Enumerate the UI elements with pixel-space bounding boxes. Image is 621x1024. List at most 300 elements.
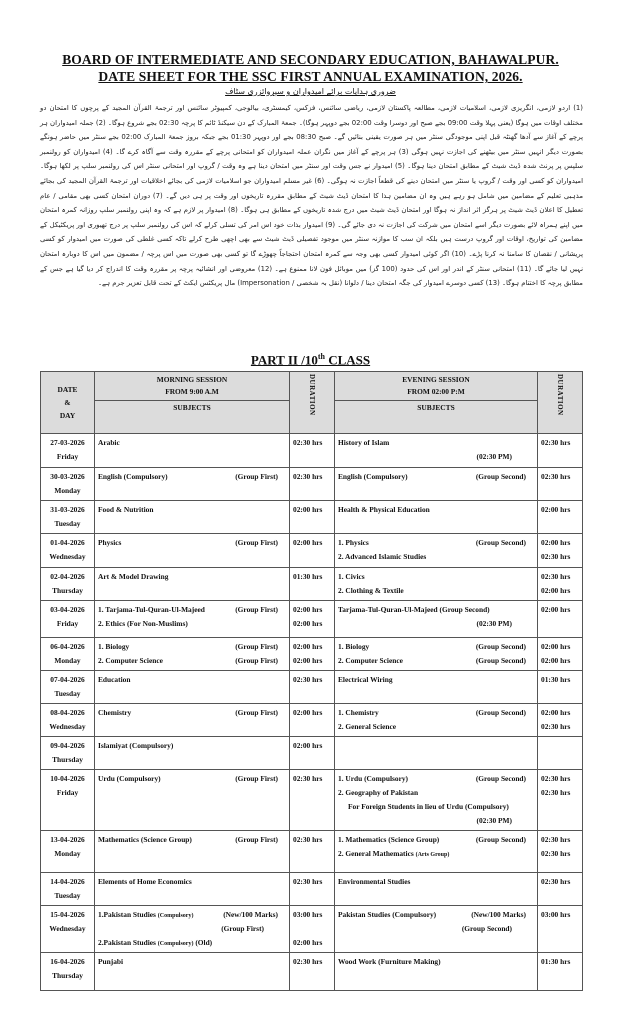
subject-name — [98, 875, 192, 889]
morning-session-label: MORNING SESSION — [156, 375, 228, 384]
morning-duration-cell — [290, 770, 335, 831]
subject-group: (Group First) — [235, 774, 278, 783]
subject-text: 2.Pakistan Studies — [98, 938, 156, 947]
subject-group: (Group Second) — [475, 656, 526, 665]
evening-subjects-cell — [335, 831, 538, 873]
duration-value — [293, 922, 331, 936]
exam-date: 07-04-2026 — [50, 675, 85, 684]
col-evening-duration — [538, 372, 583, 434]
date-sheet-table — [40, 371, 583, 991]
subject-line — [98, 654, 286, 668]
subject-name — [98, 640, 129, 654]
subject-group: (Group Second) — [475, 472, 526, 481]
evening-subjects-cell — [335, 568, 538, 601]
exam-date: 27-03-2026 — [50, 438, 85, 447]
subject-line — [338, 875, 534, 889]
date-cell — [41, 501, 95, 534]
duration-value: 02:00 hrs — [293, 538, 323, 547]
subject-text: 2. Computer Science — [98, 656, 163, 665]
part-title-text: PART II /10 — [250, 352, 318, 368]
subject-line — [338, 570, 534, 584]
subject-qualifier: (Compulsory) — [157, 913, 194, 919]
morning-subjects-cell — [95, 638, 290, 671]
duration-value: 02:00 hrs — [293, 619, 323, 628]
subject-text: Electrical Wiring — [338, 675, 393, 684]
subject-text: 1. Biology — [338, 642, 370, 651]
subject-name — [98, 603, 205, 617]
session-note: (Group Second) — [461, 924, 512, 933]
evening-duration-cell — [538, 434, 583, 468]
table-row — [41, 873, 583, 906]
subject-text: 2. Ethics (For Non-Muslims) — [98, 619, 188, 628]
subject-text: English (Compulsory) — [338, 472, 408, 481]
exam-date: 06-04-2026 — [50, 642, 85, 651]
morning-duration-cell — [290, 671, 335, 704]
subject-name — [338, 536, 369, 550]
subject-qualifier: (Arts Group) — [415, 852, 450, 858]
subject-line — [338, 786, 534, 800]
morning-duration-cell — [290, 501, 335, 534]
exam-day: Thursday — [52, 971, 83, 980]
subject-line — [338, 847, 534, 861]
evening-subjects-cell — [335, 601, 538, 638]
part-title — [0, 352, 621, 368]
subject-text: History of Islam — [338, 438, 390, 447]
evening-duration-cell — [538, 501, 583, 534]
subject-name — [338, 603, 490, 617]
subject-line — [338, 908, 534, 922]
duration-value: 01:30 hrs — [541, 675, 571, 684]
table-row — [41, 704, 583, 737]
subject-text: 1.Pakistan Studies — [98, 910, 156, 919]
subject-text: 2. Geography of Pakistan — [338, 788, 419, 797]
morning-subjects-cell — [95, 704, 290, 737]
morning-session-time: FROM 9:00 A.M — [165, 387, 219, 396]
subject-line — [98, 908, 286, 922]
subject-text: Mathematics (Science Group) — [98, 835, 192, 844]
subject-name — [338, 584, 404, 598]
table-row — [41, 601, 583, 638]
table-row — [41, 534, 583, 568]
subject-line — [98, 936, 286, 950]
subject-name — [98, 908, 193, 922]
exam-day: Friday — [56, 788, 79, 797]
subject-name — [98, 654, 163, 668]
table-row — [41, 501, 583, 534]
exam-day: Thursday — [52, 755, 83, 764]
table-row — [41, 568, 583, 601]
subject-group: (Old) — [195, 938, 213, 947]
subject-name — [98, 536, 121, 550]
subject-line — [98, 706, 286, 720]
duration-value: 02:00 hrs — [293, 656, 323, 665]
duration-value: 03:00 hrs — [541, 910, 571, 919]
morning-subjects-cell — [95, 953, 290, 991]
evening-duration-cell — [538, 568, 583, 601]
duration-value: 02:30 hrs — [541, 849, 571, 858]
subject-line — [98, 833, 286, 847]
subject-group: (Group First) — [235, 708, 278, 717]
exam-day: Tuesday — [54, 519, 81, 528]
col-date-label: DATE — [57, 385, 78, 394]
date-cell — [41, 737, 95, 770]
subject-name — [338, 436, 389, 450]
subject-text: Elements of Home Economics — [98, 877, 192, 886]
duration-value: 02:00 hrs — [293, 741, 323, 750]
evening-subjects-cell — [335, 501, 538, 534]
subject-line — [98, 772, 286, 786]
part-title-sup: th — [317, 352, 325, 361]
exam-day: Monday — [54, 486, 81, 495]
morning-subjects-cell — [95, 434, 290, 468]
duration-value: 02:00 hrs — [541, 538, 571, 547]
instructions-text: (1) اردو لازمی، انگریزی لازمی، اسلامیات لازمی، مطالعہ پاکستان لازمی، ریاضی سائنس، فزکس، کیمسٹری، بیالوجی، کمپیوٹر سائنس اور ترجمۃ القرآن المجید کے پرچوں کا امتحان دو مختلف اوقات میں ہوگا (یعنی پہلا وقت 09:00 بجے صبح اور دوسرا وقت 02:00 بجے دوپہر ہوگا)۔ جمعۃ المبارک کے دن سیکنڈ ٹائم کا پرچہ 02:30 بجے شروع ہوگا۔ (2) جملہ امیدواران ہر پرچے کے آغاز سے آدھا گھنٹہ قبل اپنی موجودگی سنٹر میں ہر صورت یقینی بنائیں گے۔ صبح 08:30 بجے اور دوپہر 01:30 بجے جبکہ بروز جمعۃ المبارک 02:00 بجے سنٹر میں حاضر ہونگے بصورت دیگر انہیں سنٹر میں بیٹھنے کی اجازت نہیں ہوگی (3) ہر پرچے کے آغاز میں نگران عملہ امیدواران کو امتحانی پرچے کے مقررہ وقت سے آگاہ کرے گا۔ (4) امیدواران کو رولنمبر سلپس پر پرنٹ شدہ ڈیٹ شیٹ کے مطابق امتحان دینا ہوگا۔ (5) امیدوار نے جس وقت اور سنٹر میں امتحان دینا ہے وہ وقت / گروپ اور امتحانی سنٹر اس کی رولنمبر سلپ پر لکھا ہوگا۔ امیدواران کو کسی اور وقت / گروپ یا سنٹر میں امتحان دینے کی قطعاً اجازت نہ ہوگی۔ (6) غیر مسلم امیدواران جو اسلامیات لازمی کی بجائے اخلاقیات اور ترجمۃ القرآن المجید کی بجائے مذہبی تعلیم کے مضامین میں شامل ہو رہے ہیں وہ ان مضامین ہذا کا امتحان ڈیٹ شیٹ کے مطابق مقررہ تاریخوں اور وقت پر ہی دیں گے۔ (7) دوران امتحان کسی بھی مقامی / عام تعطیل کا اعلان ڈیٹ شیٹ پر ہرگز اثر انداز نہ ہوگا اور امتحان ڈیٹ شیٹ میں درج شدہ تاریخوں کے مطابق ہی ہوگا۔ (8) امیدوار پر لازم ہے کہ وہ اپنی رولنمبر سلپ روزانہ کمرہ امتحان میں اپنے ہمراہ لائے بصورت دیگر اسے امتحان میں شرکت کی اجازت نہ دی جائے گی۔ (9) امیدوار بذات خود اس امر کی تسلی کرلے کہ اس کی رولنمبر سلپ پر درج تھیوری اور پریکٹیکل کے مضامین کی تواریخ، اوقات اور گروپ درست ہیں بلکہ ان سب کا موازنہ سنٹر میں موجود تفصیلی ڈیٹ شیٹ سے بھی اچھی طرح کرلے تاکہ کسی غلطی کی صورت میں امیدوار کو کسی پریشانی / نقصان کا سامنا نہ کرنا پڑے۔ (10) اگر کوئی امیدوار کسی بھی وجہ سے کمرہ امتحان احتجاجاً چھوڑے گا تو کسی بھی صورت میں اس پرچہ / مضمون میں اس کا دوبارہ امتحان نہیں لیا جائے گا۔ (11) امتحانی سنٹر کے اندر اور اس کی حدود (100 گز) میں موبائل فون لانا ممنوع ہے۔ (12) معروضی اور انشائیہ پرچہ پر مقررہ وقت کا اندراج کر دیا گیا ہے جس کے مطابق پرچہ کا اختتام ہوگا۔ (13) کسی دوسرے امیدوار کی جگہ امتحان دینا / دلوانا (نقل بہ شخصی / Impersonation) مال پریکٹس ایکٹ کے تحت قابل تعزیر جرم ہے۔ — [40, 104, 584, 288]
session-note: (02:30 PM) — [476, 619, 512, 628]
date-cell — [41, 906, 95, 953]
subject-line — [98, 875, 286, 889]
subject-name — [338, 640, 369, 654]
subject-line — [98, 739, 286, 753]
subject-name — [338, 470, 408, 484]
exam-date: 31-03-2026 — [50, 505, 85, 514]
morning-duration-cell — [290, 704, 335, 737]
date-cell — [41, 568, 95, 601]
subject-text: 1. Chemistry — [338, 708, 379, 717]
morning-subjects-cell — [95, 737, 290, 770]
subject-note: For Foreign Students in lieu of Urdu (Compulsory) — [348, 802, 509, 811]
subject-text: 1. Biology — [98, 642, 130, 651]
evening-subjects-cell — [335, 906, 538, 953]
duration-value: 02:30 hrs — [293, 472, 323, 481]
morning-subjects-cell — [95, 534, 290, 568]
morning-subjects-cell — [95, 906, 290, 953]
subject-text: 2. General Science — [338, 722, 397, 731]
evening-duration-cell — [538, 906, 583, 953]
evening-subjects-cell — [335, 873, 538, 906]
date-sheet-subtitle: DATE SHEET FOR THE SSC FIRST ANNUAL EXAMINATION, 2026. — [98, 69, 523, 84]
duration-value: 02:30 hrs — [541, 552, 571, 561]
exam-day: Tuesday — [54, 891, 81, 900]
morning-duration-cell — [290, 601, 335, 638]
subject-name — [98, 706, 131, 720]
duration-value: 02:30 hrs — [541, 438, 571, 447]
subject-text: Tarjama-Tul-Quran-Ul-Majeed (Group Second) — [338, 605, 490, 614]
subject-text: 2. Advanced Islamic Studies — [338, 552, 427, 561]
morning-duration-cell — [290, 568, 335, 601]
duration-label: DURATION — [308, 374, 316, 416]
subject-text: Physics — [98, 538, 122, 547]
subject-line — [98, 436, 286, 450]
subject-group: (Group Second) — [475, 835, 526, 844]
subject-name — [98, 470, 168, 484]
subject-name — [338, 570, 365, 584]
duration-value: 02:00 hrs — [541, 605, 571, 614]
subject-line — [98, 617, 286, 631]
subject-name — [338, 875, 410, 889]
morning-subjects-cell — [95, 568, 290, 601]
subject-line — [338, 720, 534, 734]
subject-line — [338, 833, 534, 847]
subject-name — [98, 739, 173, 753]
duration-value: 02:30 hrs — [293, 438, 323, 447]
duration-value: 02:30 hrs — [541, 877, 571, 886]
exam-day: Friday — [56, 452, 79, 461]
subject-name — [338, 833, 439, 847]
table-row — [41, 638, 583, 671]
duration-value: 02:00 hrs — [293, 605, 323, 614]
date-cell — [41, 534, 95, 568]
evening-duration-cell — [538, 831, 583, 873]
duration-value: 02:00 hrs — [293, 642, 323, 651]
subject-name — [98, 436, 120, 450]
subject-line — [98, 673, 286, 687]
duration-label: DURATION — [556, 374, 564, 416]
morning-subjects-cell — [95, 501, 290, 534]
subject-line — [98, 503, 286, 517]
col-evening-session — [335, 372, 538, 401]
evening-duration-cell — [538, 671, 583, 704]
table-row — [41, 468, 583, 501]
morning-subjects-cell — [95, 601, 290, 638]
subject-group: (Group Second) — [475, 708, 526, 717]
duration-value: 02:30 hrs — [541, 835, 571, 844]
evening-duration-cell — [538, 770, 583, 831]
morning-duration-cell — [290, 906, 335, 953]
subject-group: (Group Second) — [475, 774, 526, 783]
subject-group: (Group First) — [235, 538, 278, 547]
subject-name — [338, 706, 379, 720]
evening-duration-cell — [538, 704, 583, 737]
evening-subjects-cell — [335, 468, 538, 501]
instructions-heading: ضروری ہدایات برائے امیدواران و سپروائزری سٹاف — [225, 87, 396, 96]
duration-value: 02:30 hrs — [541, 472, 571, 481]
evening-subjects-cell — [335, 638, 538, 671]
subject-line — [98, 536, 286, 550]
duration-value: 02:30 hrs — [293, 835, 323, 844]
subject-name — [98, 833, 192, 847]
subject-name — [338, 786, 418, 800]
duration-value: 03:00 hrs — [293, 910, 323, 919]
exam-date: 03-04-2026 — [50, 605, 85, 614]
subject-line — [338, 584, 534, 598]
evening-duration-cell — [538, 737, 583, 770]
subject-text: Art & Model Drawing — [98, 572, 169, 581]
subject-line — [98, 570, 286, 584]
subject-line — [98, 603, 286, 617]
subject-group: (Group Second) — [475, 538, 526, 547]
date-cell — [41, 601, 95, 638]
duration-value: 02:00 hrs — [541, 642, 571, 651]
col-day-label: DAY — [59, 411, 76, 420]
table-row — [41, 953, 583, 991]
col-morning-session — [95, 372, 290, 401]
table-row — [41, 906, 583, 953]
subject-line — [338, 536, 534, 550]
evening-duration-cell — [538, 468, 583, 501]
evening-subjects-cell — [335, 953, 538, 991]
table-row — [41, 737, 583, 770]
subject-group: (Group First) — [235, 642, 278, 651]
evening-duration-cell — [538, 534, 583, 568]
subject-name — [338, 550, 426, 564]
morning-duration-cell — [290, 737, 335, 770]
session-note: (02:30 PM) — [476, 816, 512, 825]
evening-duration-cell — [538, 601, 583, 638]
subject-name — [338, 908, 436, 922]
exam-day: Wednesday — [49, 924, 86, 933]
morning-duration-cell — [290, 434, 335, 468]
subject-name — [98, 617, 188, 631]
exam-date: 16-04-2026 — [50, 957, 85, 966]
date-cell — [41, 873, 95, 906]
subject-text: 2. Computer Science — [338, 656, 403, 665]
board-title: BOARD OF INTERMEDIATE AND SECONDARY EDUCATION, BAHAWALPUR. — [62, 52, 559, 67]
col-date-day — [41, 372, 95, 434]
duration-value: 02:30 hrs — [293, 774, 323, 783]
subject-name — [338, 673, 393, 687]
subject-line — [338, 706, 534, 720]
subject-text: Education — [98, 675, 131, 684]
exam-date: 09-04-2026 — [50, 741, 85, 750]
evening-subjects-cell — [335, 704, 538, 737]
exam-date: 02-04-2026 — [50, 572, 85, 581]
subject-text: Health & Physical Education — [338, 505, 430, 514]
evening-subjects-cell — [335, 534, 538, 568]
subject-text: Environmental Studies — [338, 877, 411, 886]
duration-value: 02:00 hrs — [541, 505, 571, 514]
subject-text: 1. Tarjama-Tul-Quran-Ul-Majeed — [98, 605, 205, 614]
duration-value: 02:00 hrs — [541, 656, 571, 665]
duration-value: 02:30 hrs — [541, 722, 571, 731]
subject-group: (New/100 Marks) — [223, 910, 278, 919]
subject-text: Pakistan Studies (Compulsory) — [338, 910, 437, 919]
subject-text: Arabic — [98, 438, 120, 447]
subject-name — [98, 503, 153, 517]
session-note: (Group First) — [221, 924, 264, 933]
table-row — [41, 434, 583, 468]
subject-line — [338, 550, 534, 564]
subject-qualifier: (Compulsory) — [157, 941, 194, 947]
morning-subjects-cell — [95, 831, 290, 873]
exam-day: Friday — [56, 619, 79, 628]
subject-line — [338, 673, 534, 687]
subject-text: 1. Urdu (Compulsory) — [338, 774, 409, 783]
morning-duration-cell — [290, 953, 335, 991]
subject-group: (Group Second) — [475, 642, 526, 651]
subject-group: (Group First) — [235, 835, 278, 844]
subject-group: (Group First) — [235, 472, 278, 481]
exam-date: 30-03-2026 — [50, 472, 85, 481]
duration-value: 02:00 hrs — [293, 505, 323, 514]
duration-value: 02:30 hrs — [541, 774, 571, 783]
subject-text: 2. Clothing & Textile — [338, 586, 404, 595]
subject-name — [338, 847, 449, 861]
duration-value: 02:00 hrs — [541, 586, 571, 595]
morning-duration-cell — [290, 534, 335, 568]
exam-day: Thursday — [52, 586, 83, 595]
duration-value: 02:30 hrs — [541, 788, 571, 797]
evening-session-label: EVENING SESSION — [402, 375, 470, 384]
morning-duration-cell — [290, 638, 335, 671]
morning-duration-cell — [290, 873, 335, 906]
subject-group: (New/100 Marks) — [471, 910, 526, 919]
subject-line — [98, 955, 286, 969]
session-note: (02:30 PM) — [476, 452, 512, 461]
morning-subjects-cell — [95, 873, 290, 906]
subject-name — [98, 673, 130, 687]
subject-line — [338, 654, 534, 668]
subject-name — [98, 570, 168, 584]
subject-name — [338, 720, 396, 734]
evening-subjects-header: SUBJECTS — [335, 401, 538, 434]
subject-name — [338, 772, 408, 786]
date-cell — [41, 468, 95, 501]
duration-value: 02:00 hrs — [293, 938, 323, 947]
date-cell — [41, 434, 95, 468]
date-cell — [41, 953, 95, 991]
exam-day: Monday — [54, 656, 81, 665]
subject-name — [338, 503, 430, 517]
date-cell — [41, 638, 95, 671]
exam-date: 10-04-2026 — [50, 774, 85, 783]
table-row — [41, 770, 583, 831]
exam-date: 08-04-2026 — [50, 708, 85, 717]
evening-subjects-cell — [335, 737, 538, 770]
table-row — [41, 831, 583, 873]
morning-subjects-cell — [95, 770, 290, 831]
subject-text: Urdu (Compulsory) — [98, 774, 161, 783]
exam-date: 01-04-2026 — [50, 538, 85, 547]
subject-text: English (Compulsory) — [98, 472, 168, 481]
subject-name — [98, 772, 161, 786]
evening-subjects-cell — [335, 770, 538, 831]
exam-day: Wednesday — [49, 552, 86, 561]
subject-group: (Group First) — [235, 605, 278, 614]
subject-text: Food & Nutrition — [98, 505, 154, 514]
duration-value: 02:30 hrs — [293, 877, 323, 886]
subject-line — [98, 640, 286, 654]
col-amp-label: & — [64, 398, 71, 407]
evening-session-time: FROM 02:00 P:M — [407, 387, 465, 396]
part-title-suffix: CLASS — [324, 352, 371, 368]
duration-value: 02:30 hrs — [541, 572, 571, 581]
exam-day: Tuesday — [54, 689, 81, 698]
exam-date: 15-04-2026 — [50, 910, 85, 919]
exam-day: Monday — [54, 849, 81, 858]
subject-name — [98, 936, 212, 950]
date-cell — [41, 704, 95, 737]
date-cell — [41, 831, 95, 873]
subject-text: Chemistry — [98, 708, 132, 717]
subject-name — [98, 955, 123, 969]
morning-subjects-cell — [95, 671, 290, 704]
evening-duration-cell — [538, 873, 583, 906]
duration-value: 02:30 hrs — [293, 675, 323, 684]
subject-line — [98, 470, 286, 484]
morning-subjects-header: SUBJECTS — [95, 401, 290, 434]
morning-duration-cell — [290, 468, 335, 501]
duration-value: 01:30 hrs — [541, 957, 571, 966]
subject-text: Islamiyat (Compulsory) — [98, 741, 174, 750]
subject-line — [338, 470, 534, 484]
evening-duration-cell — [538, 638, 583, 671]
subject-text: 1. Civics — [338, 572, 365, 581]
duration-value: 02:00 hrs — [541, 708, 571, 717]
subject-line — [338, 503, 534, 517]
subject-name — [338, 654, 403, 668]
subject-text: Wood Work (Furniture Making) — [338, 957, 441, 966]
exam-date: 14-04-2026 — [50, 877, 85, 886]
